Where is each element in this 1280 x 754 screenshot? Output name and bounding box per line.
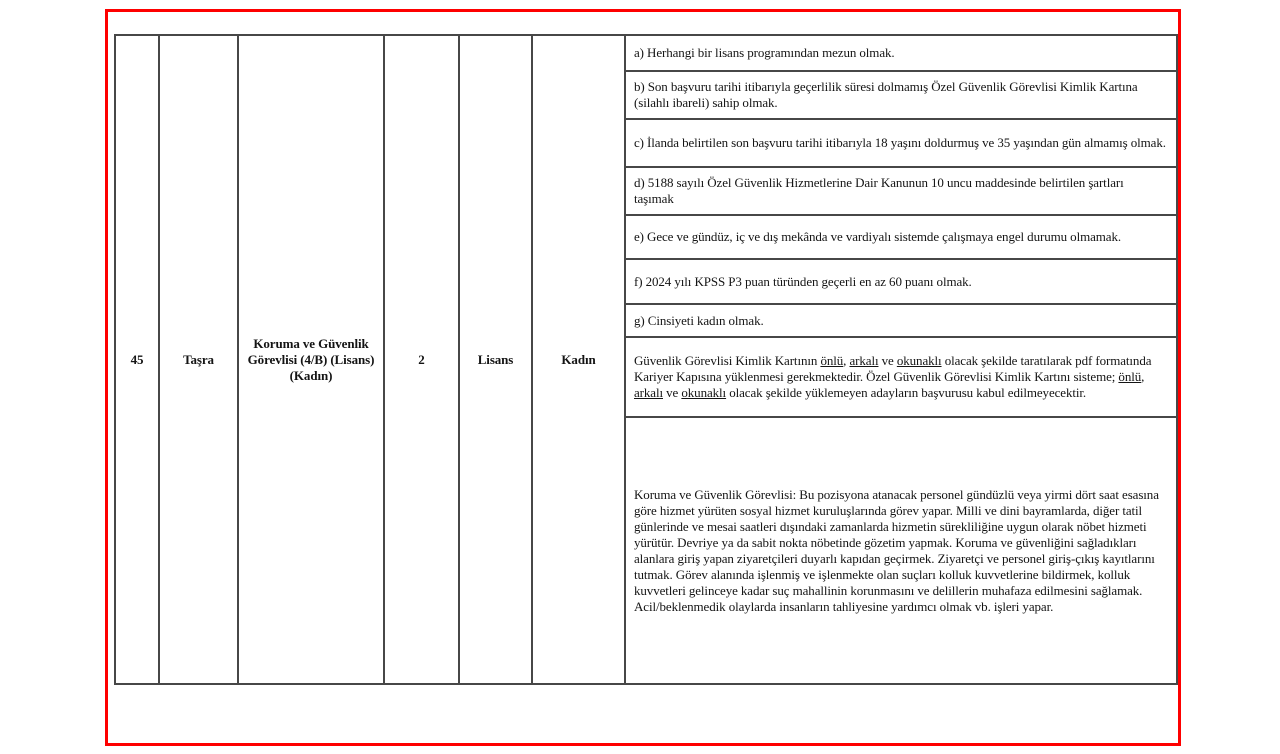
requirement-b: b) Son başvuru tarihi itibarıyla geçerlilik süresi dolmamış Özel Güvenlik Görevlisi Kimlik Kartına (silahlı ibareli) sahip olmak. xyxy=(625,71,1177,119)
requirement-a: a) Herhangi bir lisans programından mezun olmak. xyxy=(625,35,1177,71)
job-description: Koruma ve Güvenlik Görevlisi: Bu pozisyona atanacak personel gündüzlü veya yirmi dört saat esasına göre hizmet yürüten sosyal hizmet kuruluşlarında görev yapar. Milli ve dini bayramlarda, diğer tatil günlerinde ve mesai saatleri dışındaki zamanlarda hizmetin sürekliliğine uygun olarak nöbet hizmeti yürütür. Devriye ya da sabit nokta nöbetinde gözetim yapmak. Koruma ve güvenliğini sağladıkları alanlara giriş yapan ziyaretçileri duyarlı kapıdan geçirmek. Ziyaretçi ve personel giriş-çıkış kayıtlarını tutmak. Görev alanında işlenmiş ve işlenmekte olan suçları kolluk kuvvetlerine bildirmek, kolluk kuvvetleri gelinceye kadar suç mahallinin korunmasını ve delillerin muhafaza edilmesini sağlamak. Acil/beklenmedik olaylarda insanların tahliyesine yardımcı olmak vb. işleri yapar. xyxy=(625,417,1177,684)
cell-position-title: Koruma ve Güvenlik Görevlisi (4/B) (Lisans)(Kadın) xyxy=(238,35,384,684)
upload-note: Güvenlik Görevlisi Kimlik Kartının önlü, arkalı ve okunaklı olacak şekilde taratılarak pdf formatında Kariyer Kapısına yüklenmesi gerekmektedir. Özel Güvenlik Görevlisi Kimlik Kartını sisteme; önlü, arkalı ve okunaklı olacak şekilde yüklemeyen adayların başvurusu kabul edilmeyecektir. xyxy=(625,337,1177,417)
table-row xyxy=(115,35,1177,71)
cell-position-count: 2 xyxy=(384,35,459,684)
job-posting-table xyxy=(114,34,1178,685)
cell-gender: Kadın xyxy=(532,35,625,684)
cell-education-level: Lisans xyxy=(459,35,532,684)
cell-organization: Taşra xyxy=(159,35,238,684)
requirement-g: g) Cinsiyeti kadın olmak. xyxy=(625,304,1177,337)
requirement-d: d) 5188 sayılı Özel Güvenlik Hizmetlerine Dair Kanunun 10 uncu maddesinde belirtilen şartları taşımak xyxy=(625,167,1177,215)
requirement-f: f) 2024 yılı KPSS P3 puan türünden geçerli en az 60 puanı olmak. xyxy=(625,259,1177,304)
requirement-c: c) İlanda belirtilen son başvuru tarihi itibarıyla 18 yaşını doldurmuş ve 35 yaşından gün almamış olmak. xyxy=(625,119,1177,167)
red-annotation-frame xyxy=(105,9,1181,746)
requirement-e: e) Gece ve gündüz, iç ve dış mekânda ve vardiyalı sistemde çalışmaya engel durumu olmamak. xyxy=(625,215,1177,259)
cell-row-number: 45 xyxy=(115,35,159,684)
